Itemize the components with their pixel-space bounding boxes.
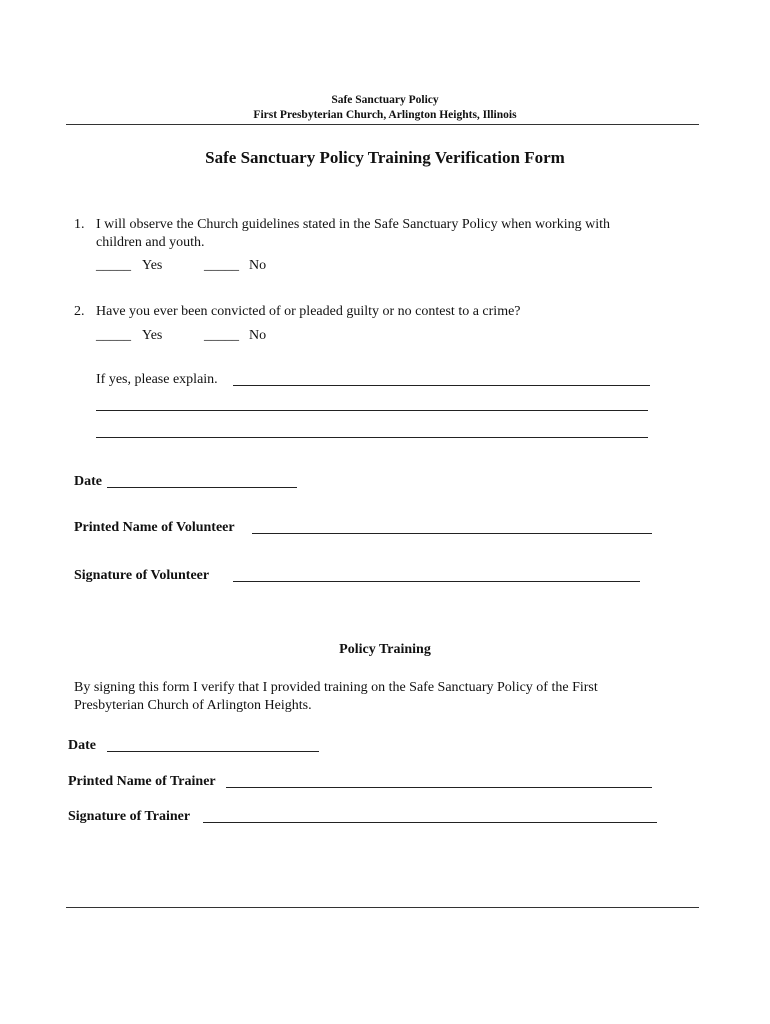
form-title: Safe Sanctuary Policy Training Verification Form [205,148,565,167]
policy-training-statement-line1: By signing this form I verify that I provided training on the Safe Sanctuary Policy of the First [74,680,598,695]
trainer-signature-label: Signature of Trainer [68,809,191,824]
explain-line-1[interactable] [233,385,650,386]
explain-line-3[interactable] [96,437,648,438]
policy-training-heading: Policy Training [339,642,431,657]
question-2-text: Have you ever been convicted of or pleaded guilty or no contest to a crime? [96,304,521,319]
policy-training-statement-line2: Presbyterian Church of Arlington Heights. [74,698,312,713]
question-1-number: 1. [74,217,85,232]
question-1-no-label: No [249,258,267,273]
volunteer-date-field[interactable] [107,487,297,488]
question-1-text-line1: I will observe the Church guidelines stated in the Safe Sanctuary Policy when working with [96,217,611,232]
trainer-printed-name-label: Printed Name of Trainer [68,774,216,789]
header-church-name: First Presbyterian Church, Arlington Heights, Illinois [253,109,517,121]
explain-line-2[interactable] [96,410,648,411]
question-2-yes-label: Yes [142,328,163,343]
volunteer-signature-label: Signature of Volunteer [74,568,210,583]
question-1-text-line2: children and youth. [96,235,205,250]
trainer-printed-name-field[interactable] [226,787,652,788]
question-2-yes-blank[interactable]: _____ [96,328,131,343]
trainer-date-label: Date [68,738,96,753]
header-rule [66,124,699,125]
volunteer-signature-field[interactable] [233,581,640,582]
trainer-date-field[interactable] [107,751,319,752]
header-policy-name: Safe Sanctuary Policy [331,94,439,106]
volunteer-printed-name-field[interactable] [252,533,652,534]
question-2-number: 2. [74,304,85,319]
volunteer-printed-name-label: Printed Name of Volunteer [74,520,235,535]
question-2-no-label: No [249,328,267,343]
explain-label: If yes, please explain. [96,372,218,387]
volunteer-date-label: Date [74,474,102,489]
question-2-no-blank[interactable]: _____ [204,328,239,343]
trainer-signature-field[interactable] [203,822,657,823]
question-1-no-blank[interactable]: _____ [204,258,239,273]
footer-rule [66,907,699,908]
question-1-yes-blank[interactable]: _____ [96,258,131,273]
question-1-yes-label: Yes [142,258,163,273]
